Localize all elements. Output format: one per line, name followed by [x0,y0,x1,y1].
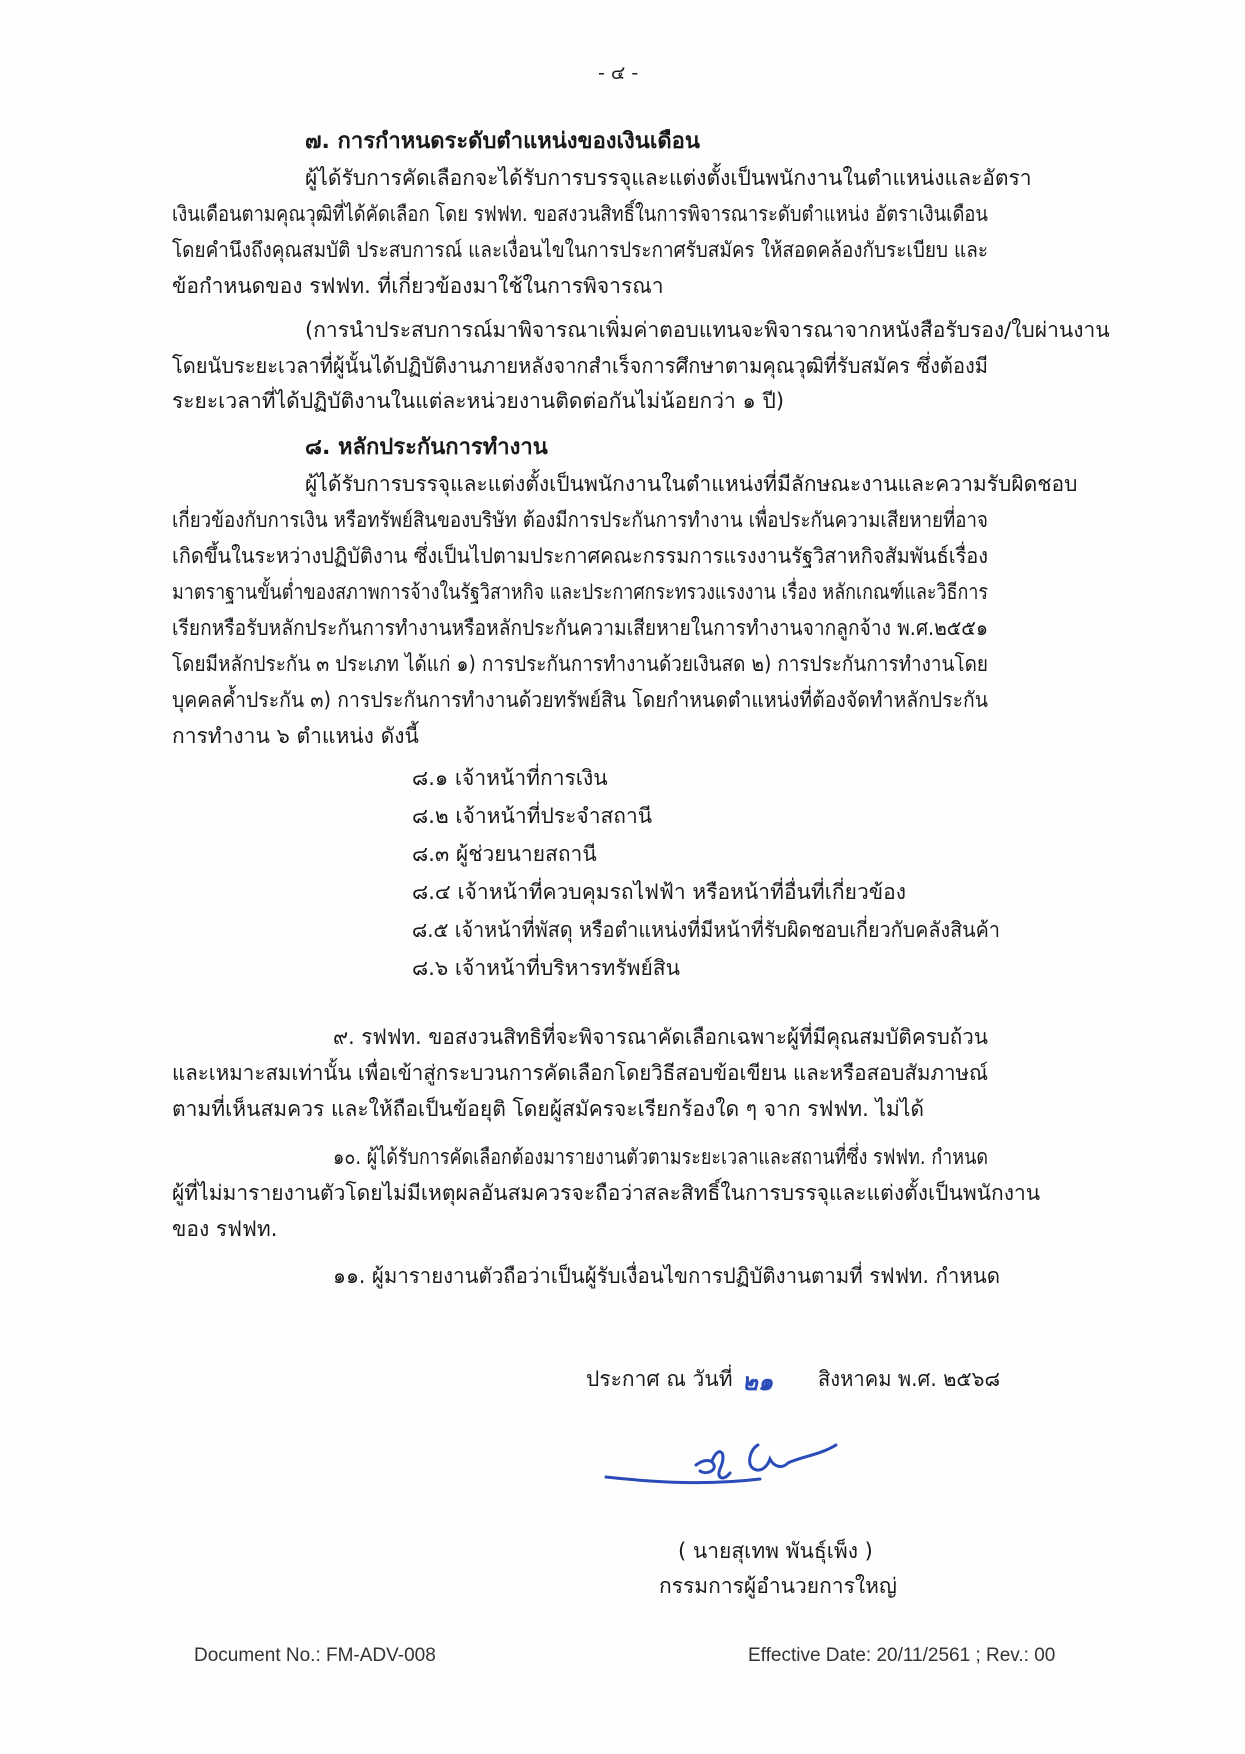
section-8-item: ๘.๔ เจ้าหน้าที่ควบคุมรถไฟฟ้า หรือหน้าที่อื่นที่เกี่ยวข้อง [412,880,906,904]
section-9-line: ๙. รฟฟท. ขอสงวนสิทธิที่จะพิจารณาคัดเลือกเฉพาะผู้ที่มีคุณสมบัติครบถ้วน [333,1025,988,1049]
announcement-prefix: ประกาศ ณ วันที่ [586,1367,733,1391]
section-8-item: ๘.๖ เจ้าหน้าที่บริหารทรัพย์สิน [412,956,680,980]
section-8-item: ๘.๓ ผู้ช่วยนายสถานี [412,842,597,866]
page-number: - ๔ - [598,62,639,84]
section-8-line: ผู้ได้รับการบรรจุและแต่งตั้งเป็นพนักงานในตำแหน่งที่มีลักษณะงานและความรับผิดชอบ [305,472,1078,496]
section-7-line: ผู้ได้รับการคัดเลือกจะได้รับการบรรจุและแต่งตั้งเป็นพนักงานในตำแหน่งและอัตรา [305,166,1032,190]
section-8-line: เรียกหรือรับหลักประกันการทำงานหรือหลักประกันความเสียหายในการทำงานจากลูกจ้าง พ.ศ.๒๕๕๑ [172,616,988,640]
section-7-line: ข้อกำหนดของ รฟฟท. ที่เกี่ยวข้องมาใช้ในการพิจารณา [172,274,664,298]
section-11-line: ๑๑. ผู้มารายงานตัวถือว่าเป็นผู้รับเงื่อนไขการปฏิบัติงานตามที่ รฟฟท. กำหนด [333,1264,1000,1288]
section-7-heading: ๗. การกำหนดระดับตำแหน่งของเงินเดือน [305,129,700,154]
section-8-line: เกิดขึ้นในระหว่างปฏิบัติงาน ซึ่งเป็นไปตามประกาศคณะกรรมการแรงงานรัฐวิสาหกิจสัมพันธ์เรื่อง [172,544,988,568]
section-7-line: เงินเดือนตามคุณวุฒิที่ได้คัดเลือก โดย รฟฟท. ขอสงวนสิทธิ์ในการพิจารณาระดับตำแหน่ง อัตราเงินเดือน [172,202,988,226]
handwritten-day: ๒๑ [742,1368,774,1396]
section-10-line: ๑๐. ผู้ได้รับการคัดเลือกต้องมารายงานตัวตามระยะเวลาและสถานที่ซึ่ง รฟฟท. กำหนด [333,1145,988,1169]
section-10-line: ผู้ที่ไม่มารายงานตัวโดยไม่มีเหตุผลอันสมควรจะถือว่าสละสิทธิ์ในการบรรจุและแต่งตั้งเป็นพนักงาน [172,1181,1041,1205]
footer-effective-date: Effective Date: 20/11/2561 ; Rev.: 00 [748,1645,1056,1666]
section-8-line: เกี่ยวข้องกับการเงิน หรือทรัพย์สินของบริษัท ต้องมีการประกันการทำงาน เพื่อประกันความเสียหายที่อาจ [172,508,988,532]
announcement-month-year: สิงหาคม พ.ศ. ๒๕๖๘ [818,1367,1000,1391]
signature-mark [600,1425,890,1505]
section-7-note-line: (การนำประสบการณ์มาพิจารณาเพิ่มค่าตอบแทนจะพิจารณาจากหนังสือรับรอง/ใบผ่านงาน [305,318,1110,342]
section-7-line: โดยคำนึงถึงคุณสมบัติ ประสบการณ์ และเงื่อนไขในการประกาศรับสมัคร ให้สอดคล้องกับระเบียบ และ [172,238,988,262]
section-10-line: ของ รฟฟท. [172,1217,278,1241]
section-8-line: บุคคลค้ำประกัน ๓) การประกันการทำงานด้วยทรัพย์สิน โดยกำหนดตำแหน่งที่ต้องจัดทำหลักประกัน [172,688,988,712]
section-7-note-line: ระยะเวลาที่ได้ปฏิบัติงานในแต่ละหน่วยงานติดต่อกันไม่น้อยกว่า ๑ ปี) [172,389,785,413]
section-9-line: ตามที่เห็นสมควร และให้ถือเป็นข้อยุติ โดยผู้สมัครจะเรียกร้องใด ๆ จาก รฟฟท. ไม่ได้ [172,1097,925,1121]
section-7-note-line: โดยนับระยะเวลาที่ผู้นั้นได้ปฏิบัติงานภายหลังจากสำเร็จการศึกษาตามคุณวุฒิที่รับสมัคร ซึ่งต้องมี [172,354,988,378]
section-8-item: ๘.๑ เจ้าหน้าที่การเงิน [412,766,608,790]
section-8-line: มาตราฐานขั้นต่ำของสภาพการจ้างในรัฐวิสาหกิจ และประกาศกระทรวงแรงงาน เรื่อง หลักเกณฑ์และวิธีการ [172,580,988,604]
section-8-heading: ๘. หลักประกันการทำงาน [305,435,548,460]
section-9-line: และเหมาะสมเท่านั้น เพื่อเข้าสู่กระบวนการคัดเลือกโดยวิธีสอบข้อเขียน และหรือสอบสัมภาษณ์ [172,1061,988,1085]
signer-name: ( นายสุเทพ พันธุ์เพ็ง ) [678,1539,873,1563]
section-8-line: โดยมีหลักประกัน ๓ ประเภท ได้แก่ ๑) การประกันการทำงานด้วยเงินสด ๒) การประกันการทำงานโดย [172,652,988,676]
section-8-item: ๘.๒ เจ้าหน้าที่ประจำสถานี [412,804,653,828]
footer-document-number: Document No.: FM-ADV-008 [194,1645,436,1666]
section-8-line: การทำงาน ๖ ตำแหน่ง ดังนี้ [172,724,419,748]
signer-title: กรรมการผู้อำนวยการใหญ่ [659,1574,897,1598]
section-8-item: ๘.๕ เจ้าหน้าที่พัสดุ หรือตำแหน่งที่มีหน้าที่รับผิดชอบเกี่ยวกับคลังสินค้า [412,918,1000,942]
